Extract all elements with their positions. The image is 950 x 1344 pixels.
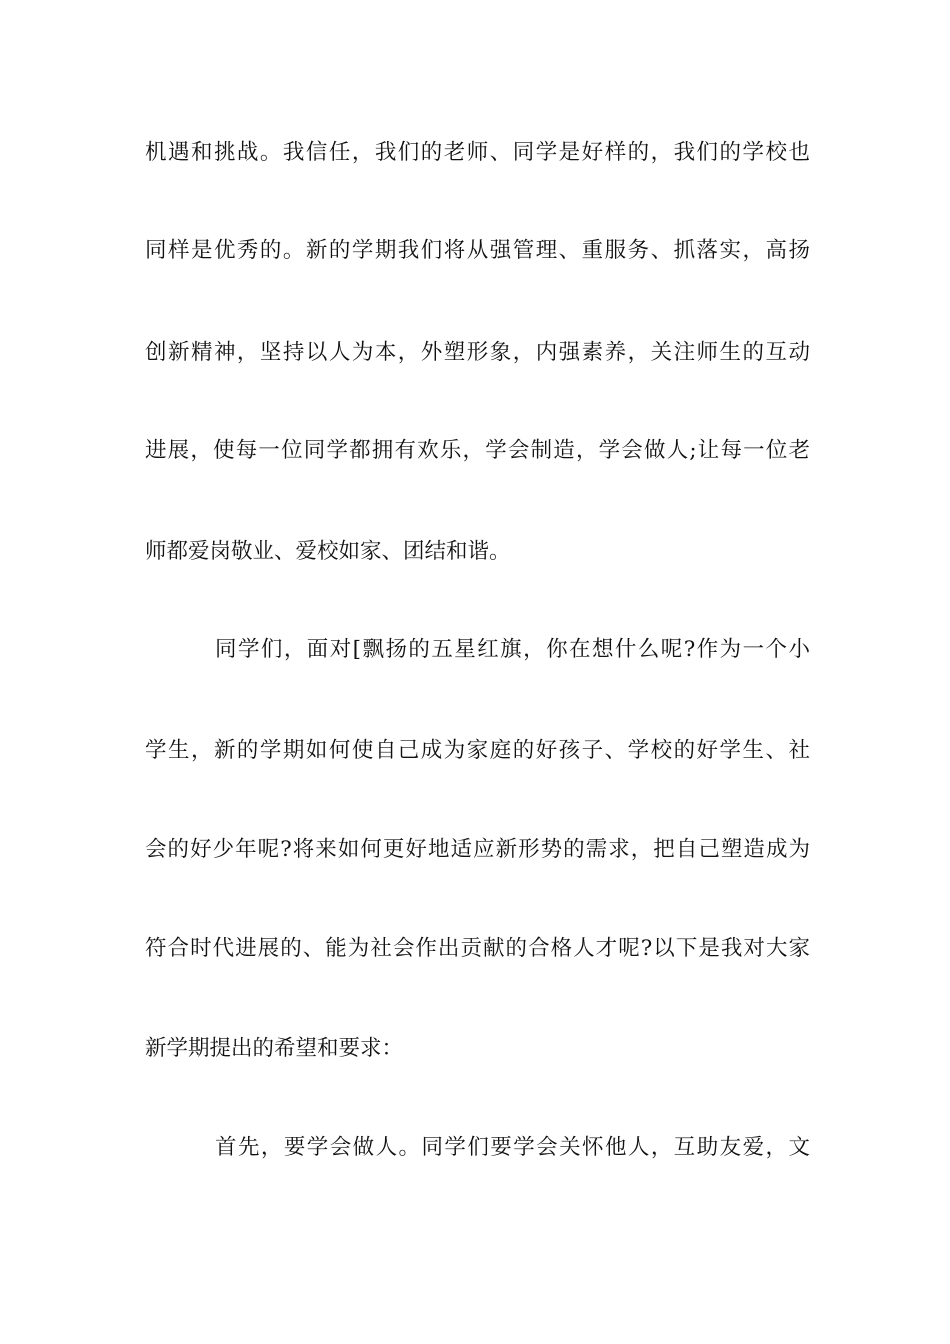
body-text-line: 会的好少年呢?将来如何更好地适应新形势的需求，把自己塑造成为 (145, 837, 810, 862)
paragraph-first-line: 首先，要学会做人。同学们要学会关怀他人，互助友爱，文 (215, 1135, 810, 1160)
body-text-line: 同样是优秀的。新的学期我们将从强管理、重服务、抓落实，高扬 (145, 238, 810, 263)
body-text-line: 新学期提出的希望和要求： (145, 1036, 404, 1061)
body-text-line: 创新精神，坚持以人为本，外塑形象，内强素养，关注师生的互动 (145, 340, 810, 365)
body-text-line: 学生，新的学期如何使自己成为家庭的好孩子、学校的好学生、社 (145, 738, 810, 763)
paragraph-first-line: 同学们，面对[飘扬的五星红旗，你在想什么呢?作为一个小 (215, 637, 810, 662)
body-text-line: 符合时代进展的、能为社会作出贡献的合格人才呢?以下是我对大家 (145, 936, 810, 961)
body-text-line: 进展，使每一位同学都拥有欢乐，学会制造，学会做人;让每一位老 (145, 438, 810, 463)
body-text-line: 师都爱岗敬业、爱校如家、团结和谐。 (145, 539, 511, 564)
body-text-line: 机遇和挑战。我信任，我们的老师、同学是好样的，我们的学校也 (145, 140, 810, 165)
